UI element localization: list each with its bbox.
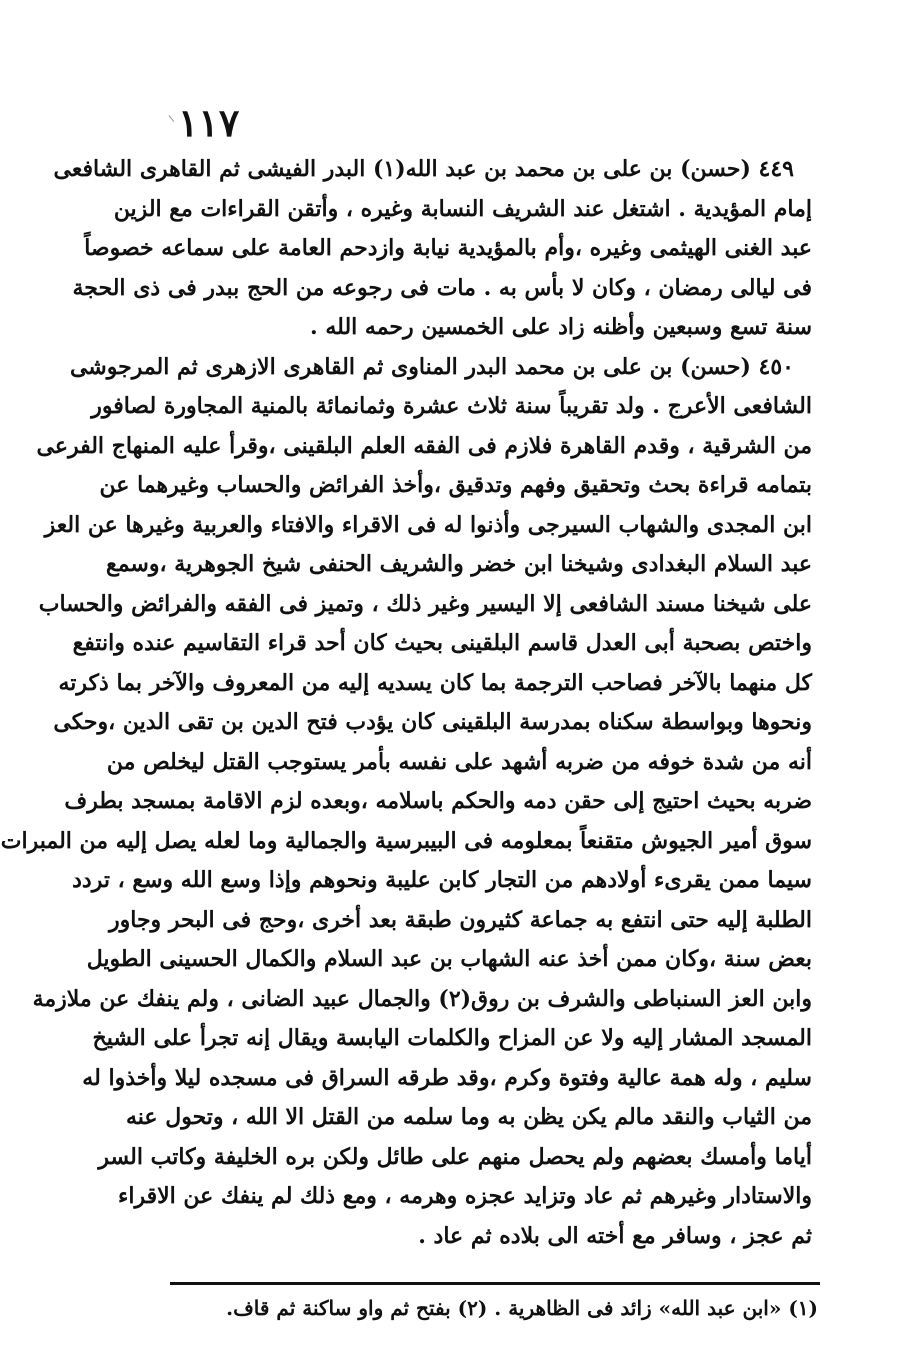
text-line: واختص بصحبة أبى العدل قاسم البلقينى بحيث كان أحد قراء التقاسيم عنده وانتفع <box>72 630 812 656</box>
text-line: فى ليالى رمضان ، وكان لا بأس به . مات فى رجوعه من الحج ببدر فى ذى الحجة <box>72 274 812 301</box>
text-line: وابن العز السنباطى والشرف بن روق(٢) والجمال عبيد الضانى ، ولم ينفك عن ملازمة <box>32 985 812 1012</box>
footnote: (١) «ابن عبد الله» زائد فى الظاهرية . (٢) بفتح ثم واو ساكنة ثم قاف. <box>226 1296 818 1320</box>
text-line: الطلبة إليه حتى انتفع به جماعة كثيرون طبقة بعد أخرى ،وحج فى البحر وجاور <box>109 906 812 933</box>
text-line: كل منهما بالآخر فصاحب الترجمة بما كان يسديه إليه من المعروف والآخر بما ذكرته <box>58 669 812 696</box>
text-line: عبد الغنى الهيثمى وغيره ،وأم بالمؤيدية نيابة وازدحم العامة على سماعه خصوصاً <box>84 235 812 261</box>
text-line: بتمامه قراءة بحث وتحقيق وفهم وتدقيق ،وأخذ الفرائض والحساب وغيرهما عن <box>99 472 812 498</box>
text-line: الشافعى الأعرج . ولد تقريباً سنة ثلاث عشرة وثمانمائة بالمنية المجاورة لصافور <box>91 393 812 419</box>
footnote-rule <box>170 1282 820 1285</box>
text-line: من الشرقية ، وقدم القاهرة فلازم فى الفقه العلم البلقينى ،وقرأ عليه المنهاج الفرعى <box>36 432 812 459</box>
text-line: إمام المؤيدية . اشتغل عند الشريف النسابة وغيره ، وأتقن القراءات مع الزين <box>113 195 812 222</box>
text-line: ابن المجدى والشهاب السيرجى وأذنوا له فى الاقراء والافتاء والعربية وغيرها عن العز <box>44 511 812 538</box>
text-line: من الثياب والنقد مالم يكن يظن به وما سلمه من القتل الا الله ، وتحول عنه <box>126 1104 812 1130</box>
text-line: سنة تسع وسبعين وأظنه زاد على الخمسين رحمه الله . <box>310 314 812 340</box>
text-line: أياما وأمسك بعضهم ولم يحصل منهم على طائل ولكن بره الخليفة وكاتب السر <box>98 1143 812 1170</box>
text-line: سليم ، وله همة عالية وفتوة وكرم ،وقد طرقه السراق فى مسجده ليلا وأخذوا له <box>82 1064 812 1091</box>
text-line: ونحوها وبواسطة سكناه بمدرسة البلقينى كان يؤدب فتح الدين بن تقى الدين ،وحكى <box>53 709 812 735</box>
text-line: عبد السلام البغدادى وشيخنا ابن خضر والشريف الحنفى شيخ الجوهرية ،وسمع <box>106 551 812 577</box>
text-line: ٤٥٠ (حسن) بن على بن محمد البدر المناوى ثم القاهرى الازهرى ثم المرجوشى <box>69 353 794 380</box>
text-line: ضربه بحيث احتيج إلى حقن دمه والحكم باسلامه ،وبعده لزم الاقامة بمسجد بطرف <box>64 788 812 814</box>
text-line: سيما ممن يقرىء أولادهم من التجار كابن عليبة ونحوهم وإذا وسع الله وسع ، تردد <box>72 867 812 893</box>
entry-449 <box>53 150 812 348</box>
text-line: سوق أمير الجيوش متقنعاً بمعلومه فى البيبرسية والجمالية وما لعله يصل إليه من المبرات <box>0 827 812 854</box>
body-text <box>0 150 812 1256</box>
text-line: المسجد المشار إليه ولا عن المزاح والكلمات اليابسة ويقال إنه تجرأ على الشيخ <box>92 1025 812 1051</box>
text-line: على شيخنا مسند الشافعى إلا اليسير وغير ذلك ، وتميز فى الفقه والفرائض والحساب <box>38 590 812 617</box>
text-line: بعض سنة ،وكان ممن أخذ عنه الشهاب بن عبد السلام والكمال الحسينى الطويل <box>86 946 812 972</box>
text-line: والاستادار وغيرهم ثم عاد وتزايد عجزه وهرمه ، ومع ذلك لم ينفك عن الاقراء <box>118 1183 812 1209</box>
entry-450 <box>0 348 812 1257</box>
page-number: ١١٧ <box>178 100 240 145</box>
text-line: ثم عجز ، وسافر مع أخته الى بلاده ثم عاد . <box>418 1222 812 1249</box>
text-line: ٤٤٩ (حسن) بن على بن محمد بن عبد الله(١) البدر الفيشى ثم القاهرى الشافعى <box>53 156 794 182</box>
text-line: أنه من شدة خوفه من ضربه أشهد على نفسه بأمر يستوجب القتل ليخلص من <box>106 748 812 775</box>
